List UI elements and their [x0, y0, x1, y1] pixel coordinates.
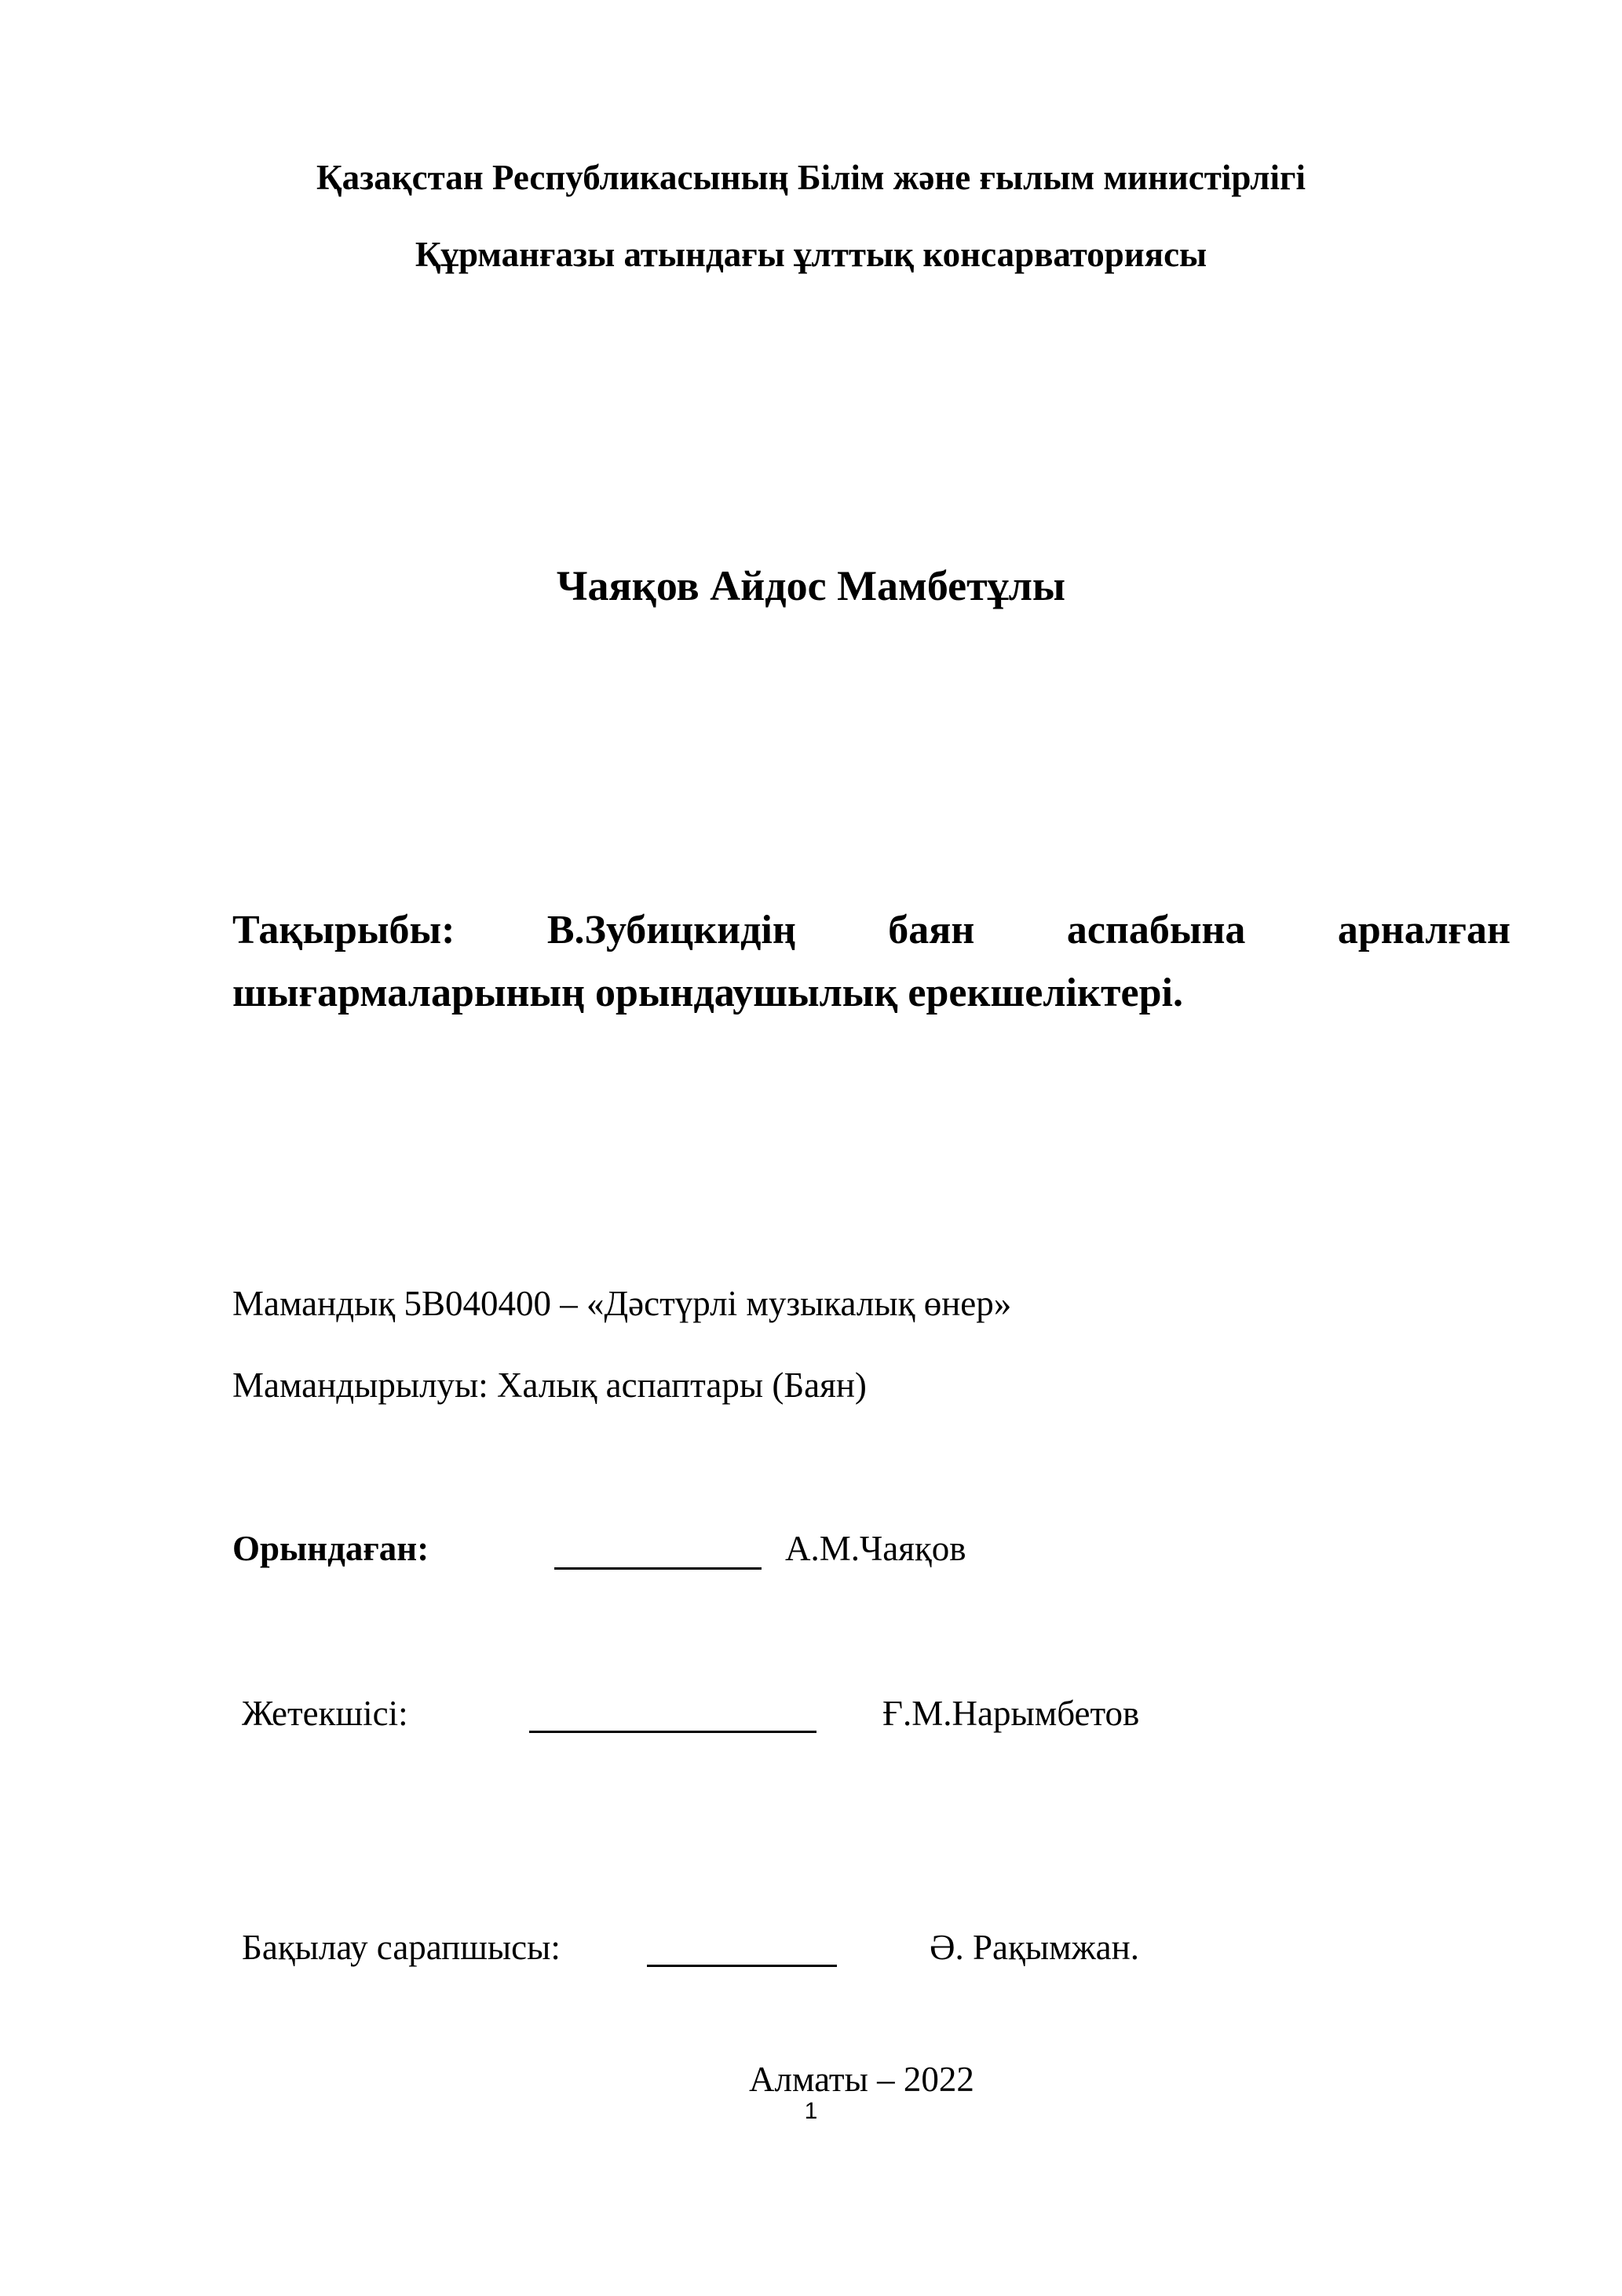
specialization-text: Мамандырылуы: Халық аспаптары (Баян) — [232, 1366, 867, 1405]
topic-word: арналған — [1337, 908, 1511, 952]
topic-word: В.Зубицкидің — [546, 908, 796, 952]
performer-label: Орындаған: — [232, 1529, 429, 1568]
specialty-text: Мамандық 5В040400 – «Дәстүрлі музыкалық өнер» — [232, 1284, 1012, 1323]
city-year: Алматы – 2022 — [749, 2060, 974, 2099]
topic-line-2: шығармаларының орындаушылық ерекшеліктері. — [232, 971, 1183, 1015]
topic-word: Тақырыбы: — [232, 908, 455, 952]
supervisor-name: Ғ.М.Нарымбетов — [882, 1694, 1140, 1733]
reviewer-signature-line — [647, 1965, 837, 1967]
supervisor-label: Жетекшісі: — [242, 1694, 408, 1733]
performer-signature-line — [554, 1567, 762, 1570]
page-number: 1 — [804, 2098, 818, 2124]
performer-name: А.М.Чаяқов — [785, 1529, 966, 1568]
ministry-title: Қазақстан Республикасының Білім және ғылым министірлігі — [316, 158, 1306, 197]
reviewer-label: Бақылау сарапшысы: — [242, 1928, 561, 1967]
topic-word: аспабына — [1066, 908, 1246, 952]
topic-word: баян — [888, 908, 975, 952]
supervisor-signature-line — [529, 1731, 816, 1733]
reviewer-name: Ә. Рақымжан. — [930, 1928, 1139, 1967]
conservatory-title: Құрманғазы атындағы ұлттық консарваториясы — [415, 235, 1207, 274]
author-name: Чаяқов Айдос Мамбетұлы — [556, 562, 1066, 609]
topic-block — [232, 899, 1511, 1025]
topic-line-1 — [232, 899, 1511, 962]
